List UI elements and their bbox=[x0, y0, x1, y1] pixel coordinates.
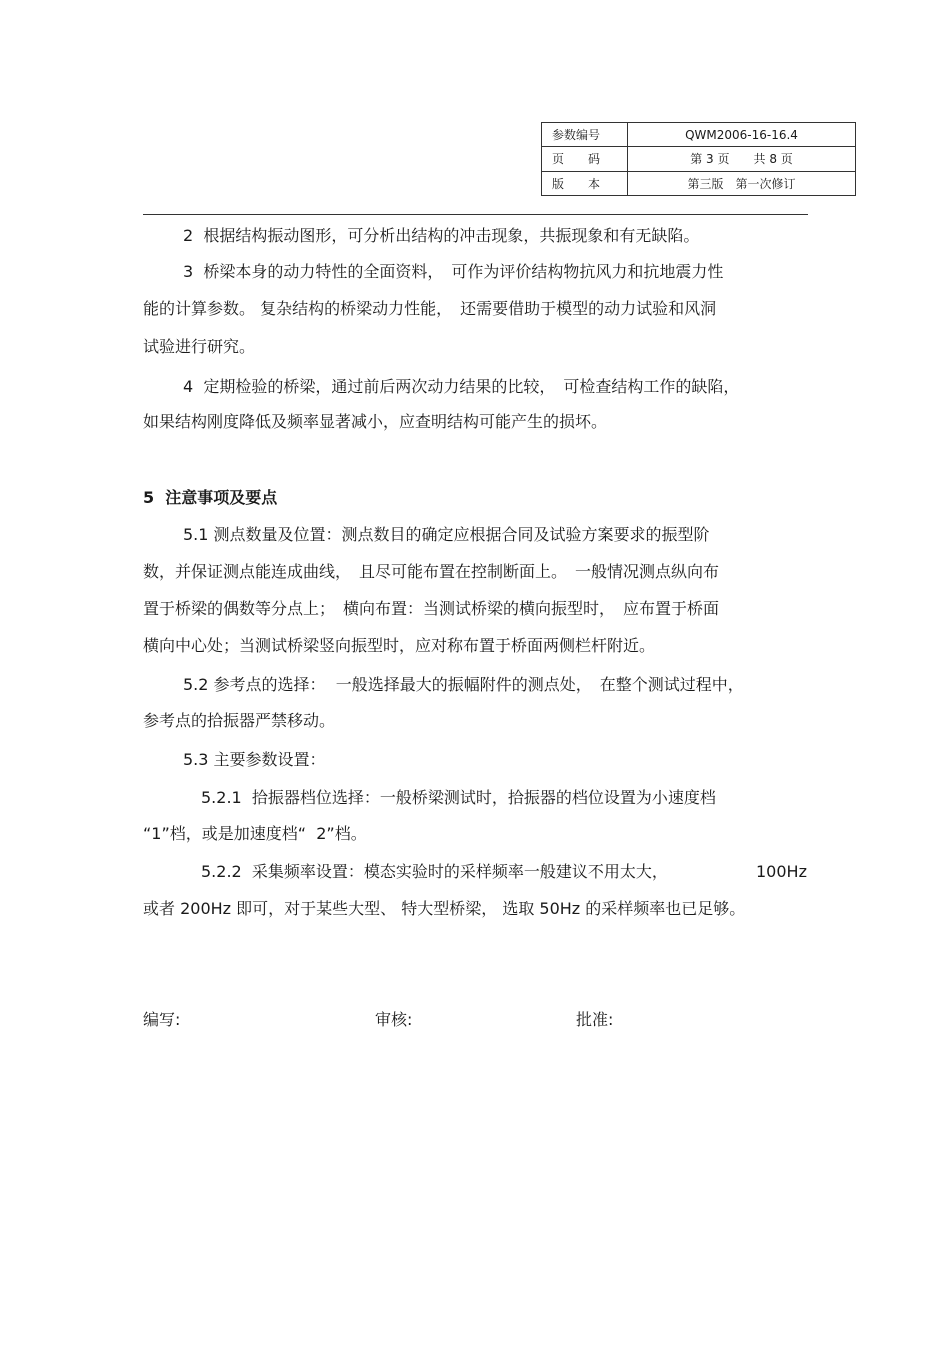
param-code-label: 参数编号 bbox=[542, 123, 628, 147]
page-value: 第 3 页 共 8 页 bbox=[628, 147, 856, 171]
paragraph-2-line-1: 2 根据结构振动图形，可分析出结构的冲击现象，共振现象和有无缺陷。 bbox=[183, 226, 700, 245]
table-row bbox=[542, 171, 856, 195]
section-5-2-1-line-2: “1”档，或是加速度档“ 2”档。 bbox=[143, 824, 367, 843]
section-5-3-line-1: 5.3 主要参数设置： bbox=[183, 750, 326, 769]
section-5-2-line-2: 参考点的拾振器严禁移动。 bbox=[143, 711, 336, 730]
section-5-1-line-4: 横向中心处；当测试桥梁竖向振型时，应对称布置于桥面两侧栏杆附近。 bbox=[143, 636, 656, 655]
header-divider bbox=[143, 214, 808, 215]
section-5-1-line-1: 5.1 测点数量及位置：测点数目的确定应根据合同及试验方案要求的振型阶 bbox=[183, 525, 710, 544]
table-row bbox=[542, 147, 856, 171]
paragraph-4-line-2: 如果结构刚度降低及频率显著减小，应查明结构可能产生的损坏。 bbox=[143, 412, 608, 431]
signature-author: 编写: bbox=[143, 1010, 181, 1029]
section-5-1-line-3: 置于桥梁的偶数等分点上； 横向布置：当测试桥梁的横向振型时， 应布置于桥面 bbox=[143, 599, 720, 618]
param-code-value: QWM2006-16-16.4 bbox=[628, 123, 856, 147]
section-5-2-2-line-1-frequency: 100Hz bbox=[756, 862, 807, 881]
document-control-table bbox=[541, 122, 856, 196]
paragraph-3-line-2: 能的计算参数。 复杂结构的桥梁动力性能， 还需要借助于模型的动力试验和风洞 bbox=[143, 299, 717, 318]
section-5-1-line-2: 数，并保证测点能连成曲线， 且尽可能布置在控制断面上。 一般情况测点纵向布 bbox=[143, 562, 720, 581]
paragraph-4-line-1: 4 定期检验的桥梁，通过前后两次动力结果的比较， 可检查结构工作的缺陷， bbox=[183, 377, 740, 396]
section-5-2-1-line-1: 5.2.1 拾振器档位选择：一般桥梁测试时，拾振器的档位设置为小速度档 bbox=[201, 788, 716, 807]
section-5-2-line-1: 5.2 参考点的选择： 一般选择最大的振幅附件的测点处， 在整个测试过程中， bbox=[183, 675, 744, 694]
table-row bbox=[542, 123, 856, 147]
section-5-title: 5 注意事项及要点 bbox=[143, 488, 278, 507]
paragraph-3-line-1: 3 桥梁本身的动力特性的全面资料， 可作为评价结构物抗风力和抗地震力性 bbox=[183, 262, 724, 281]
page-label: 页 码 bbox=[542, 147, 628, 171]
section-5-2-2-line-1: 5.2.2 采集频率设置：模态实验时的采样频率一般建议不用太大， bbox=[201, 862, 668, 881]
version-label: 版 本 bbox=[542, 171, 628, 195]
paragraph-3-line-3: 试验进行研究。 bbox=[143, 337, 256, 356]
signature-reviewer: 审核: bbox=[375, 1010, 413, 1029]
section-5-2-2-line-2: 或者 200Hz 即可，对于某些大型、 特大型桥梁， 选取 50Hz 的采样频率也已足够。 bbox=[143, 899, 746, 918]
signature-approver: 批准: bbox=[576, 1010, 614, 1029]
version-value: 第三版 第一次修订 bbox=[628, 171, 856, 195]
